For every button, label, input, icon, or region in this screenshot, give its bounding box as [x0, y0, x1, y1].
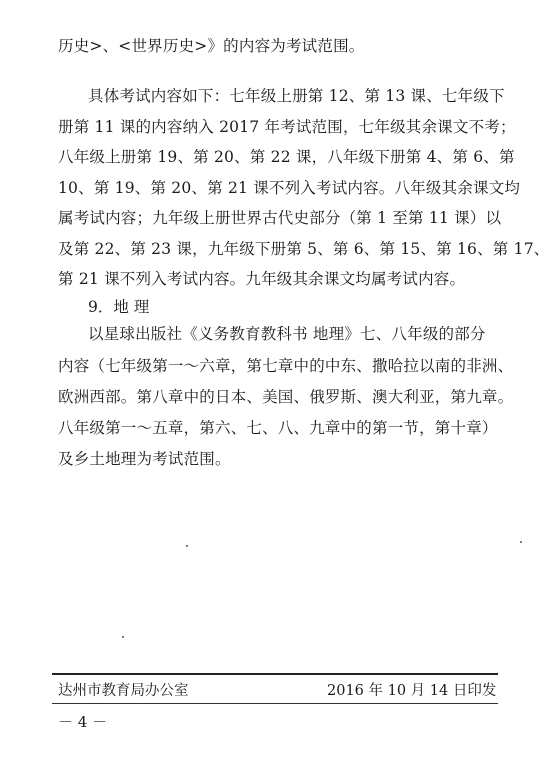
section-line-3: 欧洲西部。第八章中的日本、美国、俄罗斯、澳大利亚，第九章。 [58, 388, 514, 406]
footer-top-rule [52, 673, 498, 675]
footer-bottom-rule [52, 703, 498, 704]
body-line-4: 八年级上册第 19、第 20、第 22 课，八年级下册第 4、第 6、第 [58, 148, 515, 166]
scan-speck [520, 541, 522, 543]
footer-date: 2016 年 10 月 14 日印发 [327, 683, 497, 699]
footer-issuer: 达州市教育局办公室 [58, 683, 189, 699]
section-line-1: 以星球出版社《义务教育教科书 地理》七、八年级的部分 [88, 325, 486, 343]
body-line-7: 及第 22、第 23 课，九年级下册第 5、第 6、第 15、第 16、第 17、 [58, 240, 550, 258]
page-number: － 4 － [58, 713, 108, 731]
section-line-2: 内容（七年级第一～六章，第七章中的中东、撒哈拉以南的非洲、 [58, 357, 514, 375]
body-line-3: 册第 11 课的内容纳入 2017 年考试范围，七年级其余课文不考； [58, 118, 516, 136]
body-line-1: 历史>、<世界历史>》的内容为考试范围。 [58, 37, 365, 55]
scan-speck [122, 636, 124, 638]
body-line-5: 10、第 19、第 20、第 21 课不列入考试内容。八年级其余课文均 [58, 179, 521, 197]
section-line-5: 及乡土地理为考试范围。 [58, 450, 231, 468]
section-heading-geography: 9．地 理 [88, 298, 150, 316]
section-line-4: 八年级第一～五章，第六、七、八、九章中的第一节，第十章） [58, 419, 498, 437]
body-line-8: 第 21 课不列入考试内容。九年级其余课文均属考试内容。 [58, 270, 466, 288]
body-line-2: 具体考试内容如下：七年级上册第 12、第 13 课、七年级下 [88, 87, 505, 105]
scan-speck [186, 545, 188, 547]
body-line-6: 属考试内容；九年级上册世界古代史部分（第 1 至第 11 课）以 [58, 209, 502, 227]
